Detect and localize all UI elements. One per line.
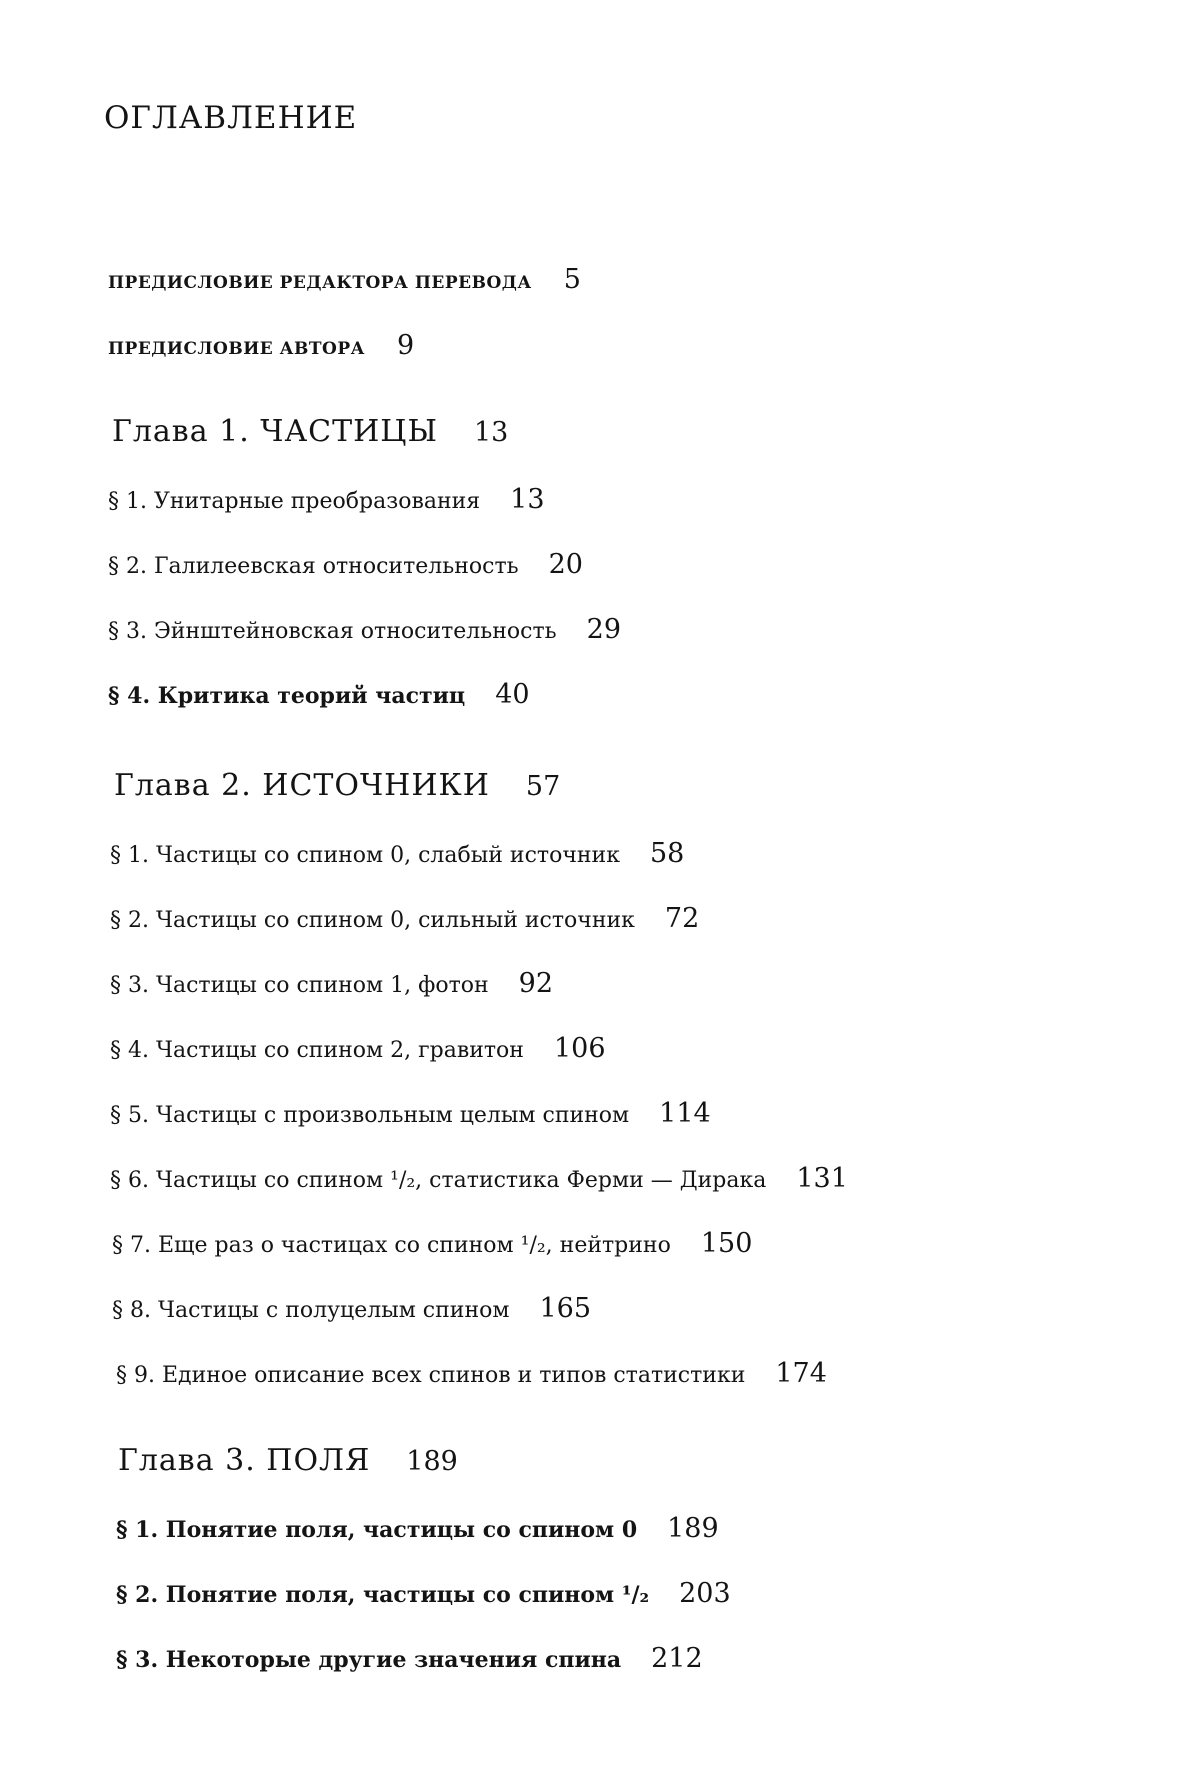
entry-title: ПРЕДИСЛОВИЕ РЕДАКТОРА ПЕРЕВОДА — [108, 273, 532, 293]
toc-section[interactable] — [110, 1098, 711, 1129]
section-title: § 6. Частицы со спином ¹/₂, статистика Ферми — Дирака — [110, 1168, 767, 1193]
toc-chapter-2[interactable] — [114, 768, 560, 803]
section-title: § 1. Понятие поля, частицы со спином 0 — [116, 1517, 638, 1543]
section-title: § 3. Эйнштейновская относительность — [108, 619, 557, 644]
toc-chapter-3[interactable] — [118, 1443, 458, 1478]
page-number: 212 — [651, 1643, 703, 1674]
toc-section[interactable] — [108, 484, 545, 515]
page-number: 174 — [775, 1358, 827, 1389]
toc-section[interactable] — [110, 968, 553, 999]
section-title: § 9. Единое описание всех спинов и типов статистики — [116, 1363, 746, 1388]
section-title: § 1. Унитарные преобразования — [108, 489, 481, 514]
page-number: 20 — [548, 549, 583, 580]
toc-section[interactable] — [108, 679, 530, 710]
section-title: § 8. Частицы с полуцелым спином — [112, 1298, 510, 1323]
page-number: 13 — [510, 484, 545, 515]
section-title: § 1. Частицы со спином 0, слабый источник — [110, 843, 620, 868]
toc-section[interactable] — [110, 838, 684, 869]
page-number: 165 — [539, 1293, 592, 1324]
section-title: § 4. Критика теорий частиц — [108, 683, 466, 709]
section-title: § 3. Частицы со спином 1, фотон — [110, 973, 489, 998]
page-number: 189 — [667, 1513, 719, 1544]
section-title: § 5. Частицы с произвольным целым спином — [110, 1103, 630, 1128]
section-title: § 2. Частицы со спином 0, сильный источник — [110, 908, 635, 933]
chapter-title: Глава 1. ЧАСТИЦЫ — [112, 414, 438, 449]
chapter-title: Глава 2. ИСТОЧНИКИ — [114, 768, 490, 803]
toc-section[interactable] — [116, 1643, 703, 1674]
page-number: 58 — [649, 838, 685, 869]
page-number: 72 — [664, 903, 700, 934]
page-number: 92 — [518, 968, 554, 999]
entry-title: ПРЕДИСЛОВИЕ АВТОРА — [108, 339, 365, 359]
page-title: ОГЛАВЛЕНИЕ — [104, 100, 358, 136]
page-number: 131 — [796, 1163, 848, 1194]
page-number: 29 — [586, 614, 621, 645]
toc-section[interactable] — [108, 549, 583, 580]
page-number: 106 — [553, 1033, 606, 1064]
toc-section[interactable] — [110, 1033, 606, 1064]
toc-section[interactable] — [116, 1513, 719, 1544]
toc-entry-preface-editor[interactable] — [108, 264, 581, 295]
toc-section[interactable] — [112, 1228, 752, 1259]
section-title: § 2. Галилеевская относительность — [108, 554, 519, 579]
toc-section[interactable] — [110, 903, 699, 934]
toc-section[interactable] — [116, 1578, 731, 1609]
page-number: 40 — [495, 679, 530, 710]
toc-section[interactable] — [110, 1163, 848, 1194]
section-title: § 3. Некоторые другие значения спина — [116, 1647, 622, 1673]
page-number: 203 — [679, 1578, 731, 1609]
section-title: § 4. Частицы со спином 2, гравитон — [110, 1038, 524, 1063]
page-number: 13 — [474, 417, 509, 448]
page-number: 150 — [700, 1228, 753, 1259]
page-number: 57 — [525, 771, 561, 802]
page-number: 114 — [659, 1098, 711, 1129]
toc-section[interactable] — [116, 1358, 827, 1389]
chapter-title: Глава 3. ПОЛЯ — [118, 1443, 371, 1478]
page-number: 5 — [563, 264, 581, 295]
toc-section[interactable] — [108, 614, 621, 645]
section-title: § 2. Понятие поля, частицы со спином ¹/₂ — [116, 1582, 650, 1608]
toc-section[interactable] — [112, 1293, 591, 1324]
toc-chapter-1[interactable] — [112, 414, 508, 449]
section-title: § 7. Еще раз о частицах со спином ¹/₂, нейтрино — [112, 1233, 671, 1258]
toc-entry-preface-author[interactable] — [108, 330, 414, 361]
page-number: 189 — [406, 1446, 458, 1477]
page-number: 9 — [396, 330, 415, 361]
